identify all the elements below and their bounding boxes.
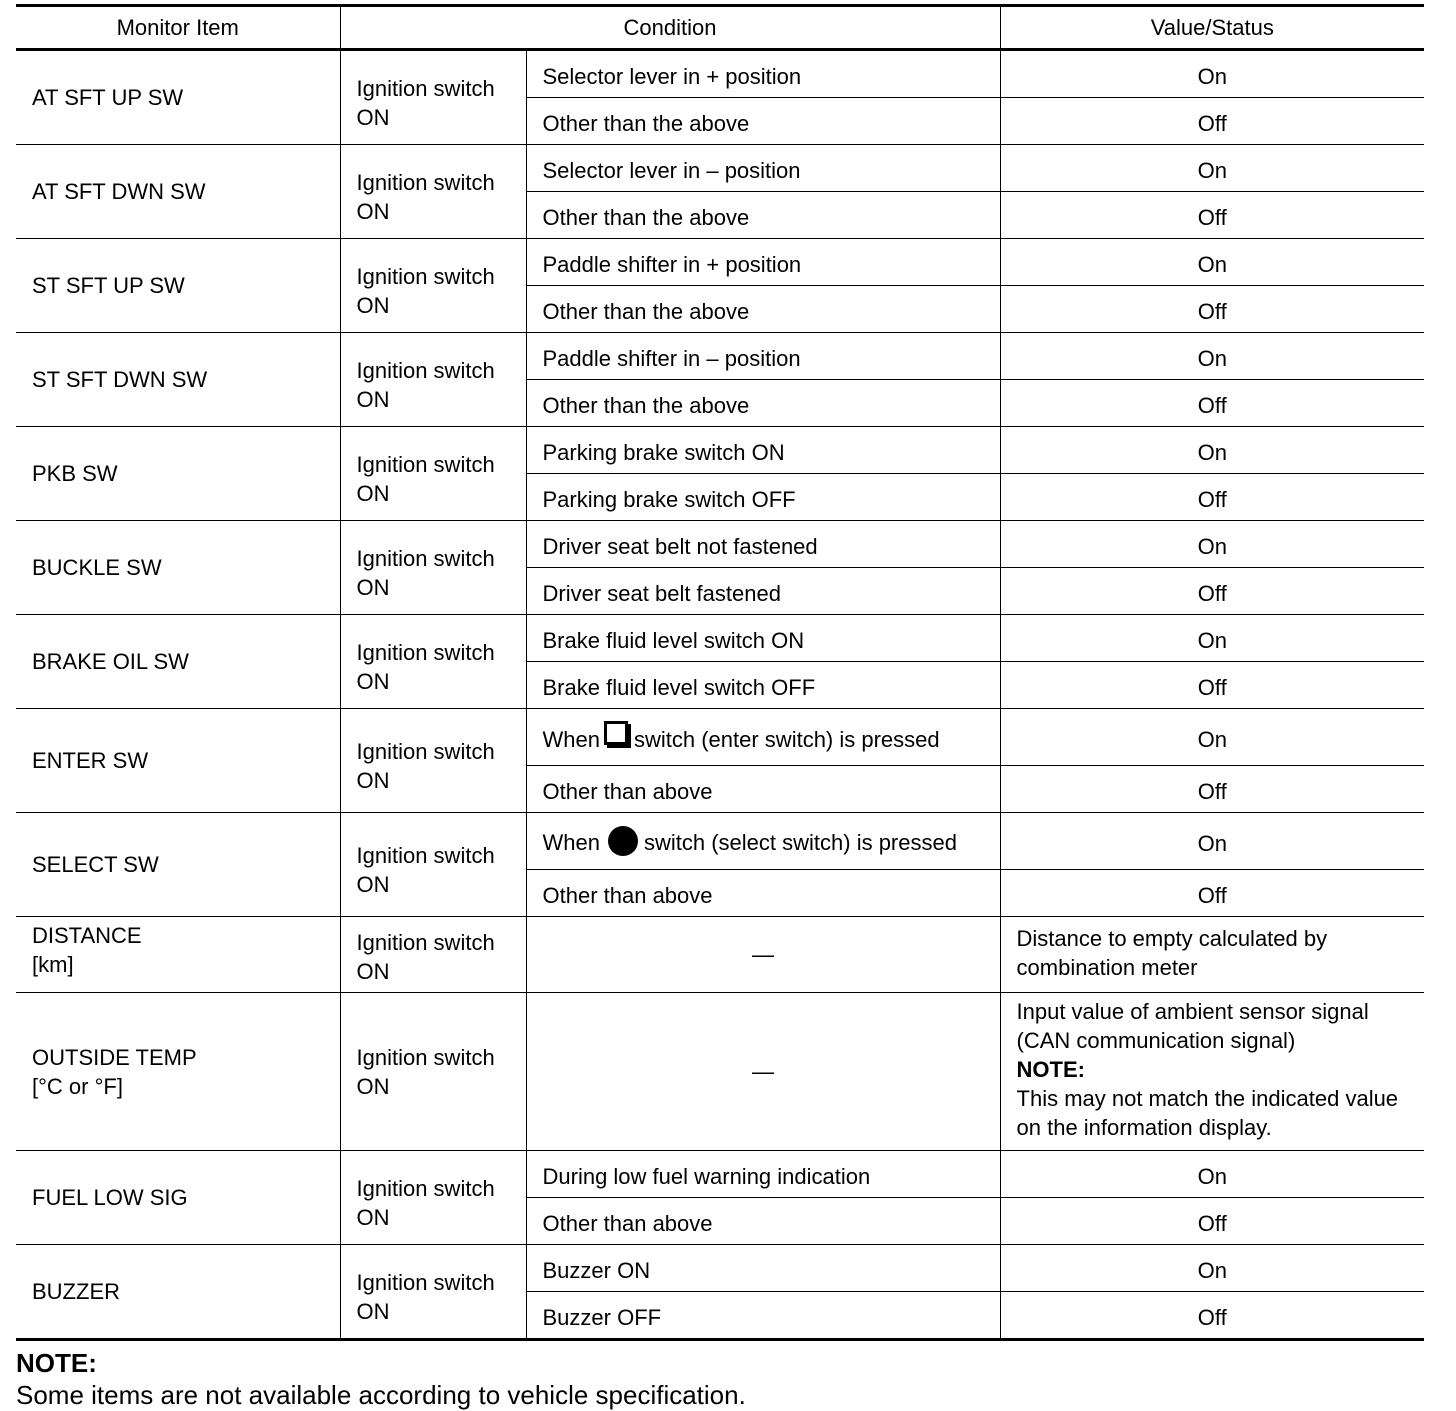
- table-row: [16, 427, 1424, 474]
- monitor-item: ENTER SW: [16, 709, 340, 813]
- monitor-item: PKB SW: [16, 427, 340, 521]
- monitor-item: BUCKLE SW: [16, 521, 340, 615]
- value-cell: On: [1000, 145, 1424, 192]
- condition-cell: Driver seat belt fastened: [526, 568, 1000, 615]
- condition-cell: Other than above: [526, 870, 1000, 917]
- select-switch-icon: [608, 826, 638, 856]
- header-value-status: Value/Status: [1000, 6, 1424, 50]
- table-row: [16, 145, 1424, 192]
- ignition-condition: Ignition switch ON: [340, 993, 526, 1151]
- value-cell: Off: [1000, 192, 1424, 239]
- ignition-condition: Ignition switch ON: [340, 50, 526, 145]
- table-row: [16, 333, 1424, 380]
- monitor-item: SELECT SW: [16, 813, 340, 917]
- ignition-condition: Ignition switch ON: [340, 427, 526, 521]
- value-cell: Off: [1000, 766, 1424, 813]
- header-condition: Condition: [340, 6, 1000, 50]
- condition-cell: Brake fluid level switch OFF: [526, 662, 1000, 709]
- value-cell: On: [1000, 427, 1424, 474]
- condition-cell: Parking brake switch ON: [526, 427, 1000, 474]
- table-row: [16, 709, 1424, 766]
- header-monitor-item: Monitor Item: [16, 6, 340, 50]
- condition-cell: —: [526, 993, 1000, 1151]
- ignition-condition: Ignition switch ON: [340, 917, 526, 993]
- footnote-text: Some items are not available according to vehicle specification.: [16, 1380, 746, 1410]
- monitor-item: FUEL LOW SIG: [16, 1151, 340, 1245]
- value-cell: Distance to empty calculated by combination meter: [1000, 917, 1424, 993]
- value-cell: On: [1000, 239, 1424, 286]
- ignition-condition: Ignition switch ON: [340, 521, 526, 615]
- ignition-condition: Ignition switch ON: [340, 615, 526, 709]
- monitor-item: AT SFT DWN SW: [16, 145, 340, 239]
- value-cell: Off: [1000, 474, 1424, 521]
- condition-cell: Selector lever in – position: [526, 145, 1000, 192]
- value-cell: Off: [1000, 568, 1424, 615]
- ignition-condition: Ignition switch ON: [340, 1151, 526, 1245]
- ignition-condition: Ignition switch ON: [340, 333, 526, 427]
- monitor-item: ST SFT DWN SW: [16, 333, 340, 427]
- monitor-item: OUTSIDE TEMP [°C or °F]: [16, 993, 340, 1151]
- value-cell: Off: [1000, 380, 1424, 427]
- monitor-item: AT SFT UP SW: [16, 50, 340, 145]
- condition-cell: When switch (select switch) is pressed: [526, 813, 1000, 870]
- enter-switch-icon: [604, 721, 628, 745]
- value-cell: Off: [1000, 98, 1424, 145]
- value-cell: On: [1000, 709, 1424, 766]
- value-cell: On: [1000, 521, 1424, 568]
- condition-cell: Other than the above: [526, 192, 1000, 239]
- value-cell: Input value of ambient sensor signal (CAN communication signal) NOTE: This may not match the indicated value on the information display.: [1000, 993, 1424, 1151]
- table-row: [16, 521, 1424, 568]
- condition-cell: Paddle shifter in + position: [526, 239, 1000, 286]
- condition-cell: Brake fluid level switch ON: [526, 615, 1000, 662]
- condition-cell: Other than the above: [526, 98, 1000, 145]
- value-cell: Off: [1000, 870, 1424, 917]
- footnote-label: NOTE:: [16, 1348, 97, 1378]
- document: [16, 4, 1424, 1411]
- condition-cell: Other than above: [526, 766, 1000, 813]
- ignition-condition: Ignition switch ON: [340, 239, 526, 333]
- condition-cell: Parking brake switch OFF: [526, 474, 1000, 521]
- ignition-condition: Ignition switch ON: [340, 813, 526, 917]
- ignition-condition: Ignition switch ON: [340, 709, 526, 813]
- condition-cell: When switch (enter switch) is pressed: [526, 709, 1000, 766]
- condition-cell: Other than the above: [526, 380, 1000, 427]
- monitor-table: [16, 4, 1424, 1341]
- table-row: [16, 50, 1424, 98]
- condition-cell: —: [526, 917, 1000, 993]
- ignition-condition: Ignition switch ON: [340, 145, 526, 239]
- value-cell: Off: [1000, 1292, 1424, 1340]
- footnote: [16, 1347, 1424, 1411]
- condition-cell: During low fuel warning indication: [526, 1151, 1000, 1198]
- condition-cell: Other than the above: [526, 286, 1000, 333]
- monitor-item: DISTANCE [km]: [16, 917, 340, 993]
- ignition-condition: Ignition switch ON: [340, 1245, 526, 1340]
- value-cell: On: [1000, 1151, 1424, 1198]
- condition-cell: Buzzer OFF: [526, 1292, 1000, 1340]
- condition-cell: Driver seat belt not fastened: [526, 521, 1000, 568]
- condition-cell: Other than above: [526, 1198, 1000, 1245]
- condition-cell: Paddle shifter in – position: [526, 333, 1000, 380]
- value-cell: On: [1000, 50, 1424, 98]
- table-row: [16, 917, 1424, 993]
- value-cell: Off: [1000, 286, 1424, 333]
- monitor-item: BRAKE OIL SW: [16, 615, 340, 709]
- table-row: [16, 993, 1424, 1151]
- monitor-item: BUZZER: [16, 1245, 340, 1340]
- table-row: [16, 1245, 1424, 1292]
- value-cell: Off: [1000, 662, 1424, 709]
- condition-cell: Buzzer ON: [526, 1245, 1000, 1292]
- table-header-row: [16, 6, 1424, 50]
- value-cell: On: [1000, 333, 1424, 380]
- value-cell: On: [1000, 813, 1424, 870]
- table-row: [16, 1151, 1424, 1198]
- value-cell: On: [1000, 1245, 1424, 1292]
- monitor-item: ST SFT UP SW: [16, 239, 340, 333]
- note-label: NOTE:: [1016, 1057, 1085, 1082]
- table-row: [16, 813, 1424, 870]
- value-cell: Off: [1000, 1198, 1424, 1245]
- value-cell: On: [1000, 615, 1424, 662]
- condition-cell: Selector lever in + position: [526, 50, 1000, 98]
- table-row: [16, 615, 1424, 662]
- table-row: [16, 239, 1424, 286]
